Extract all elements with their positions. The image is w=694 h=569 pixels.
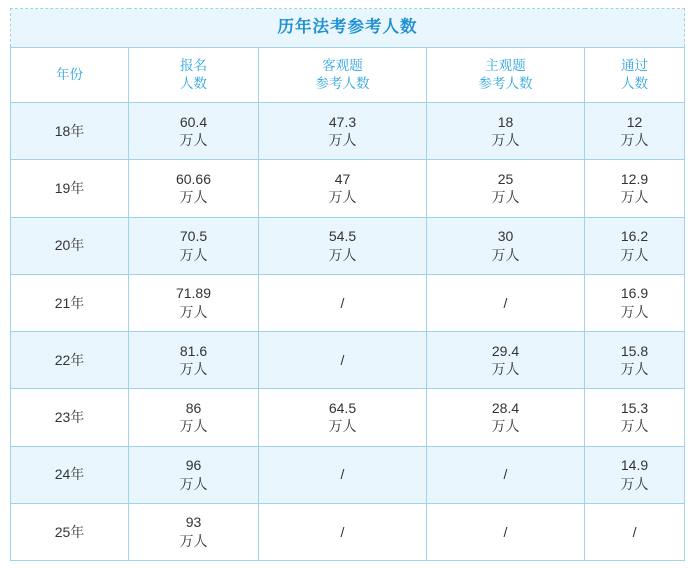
cell-registered: 93 万人	[129, 503, 259, 560]
cell-passed: /	[585, 503, 685, 560]
cell-objective: 47 万人	[259, 160, 427, 217]
column-header-registered: 报名 人数	[129, 48, 259, 103]
cell-subjective: /	[427, 503, 585, 560]
cell-subjective: /	[427, 446, 585, 503]
table-row	[11, 389, 685, 446]
table-row	[11, 446, 685, 503]
cell-objective: 64.5 万人	[259, 389, 427, 446]
cell-registered: 81.6 万人	[129, 332, 259, 389]
column-header-subjective: 主观题 参考人数	[427, 48, 585, 103]
cell-year: 23年	[11, 389, 129, 446]
table-row	[11, 103, 685, 160]
column-header-objective: 客观题 参考人数	[259, 48, 427, 103]
column-header-year: 年份	[11, 48, 129, 103]
cell-year: 21年	[11, 274, 129, 331]
cell-registered: 71.89 万人	[129, 274, 259, 331]
cell-objective: 54.5 万人	[259, 217, 427, 274]
history-pass-rate-table	[10, 8, 685, 561]
cell-objective: /	[259, 332, 427, 389]
cell-year: 18年	[11, 103, 129, 160]
page-title: 历年法考参考人数	[11, 9, 685, 48]
cell-passed: 16.9 万人	[585, 274, 685, 331]
cell-objective: /	[259, 446, 427, 503]
cell-year: 20年	[11, 217, 129, 274]
column-header-passed: 通过 人数	[585, 48, 685, 103]
cell-year: 25年	[11, 503, 129, 560]
table-title-row	[11, 9, 685, 48]
table-row	[11, 274, 685, 331]
table-row	[11, 503, 685, 560]
cell-registered: 96 万人	[129, 446, 259, 503]
cell-year: 24年	[11, 446, 129, 503]
cell-objective: /	[259, 503, 427, 560]
cell-passed: 15.3 万人	[585, 389, 685, 446]
cell-passed: 15.8 万人	[585, 332, 685, 389]
cell-subjective: 30 万人	[427, 217, 585, 274]
cell-registered: 86 万人	[129, 389, 259, 446]
cell-objective: 47.3 万人	[259, 103, 427, 160]
cell-registered: 60.66 万人	[129, 160, 259, 217]
cell-year: 22年	[11, 332, 129, 389]
table-row	[11, 332, 685, 389]
cell-passed: 16.2 万人	[585, 217, 685, 274]
table-header-row	[11, 48, 685, 103]
cell-objective: /	[259, 274, 427, 331]
table-row	[11, 160, 685, 217]
cell-subjective: 18 万人	[427, 103, 585, 160]
cell-subjective: 25 万人	[427, 160, 585, 217]
cell-subjective: /	[427, 274, 585, 331]
cell-passed: 12.9 万人	[585, 160, 685, 217]
cell-registered: 60.4 万人	[129, 103, 259, 160]
cell-registered: 70.5 万人	[129, 217, 259, 274]
table-row	[11, 217, 685, 274]
cell-passed: 14.9 万人	[585, 446, 685, 503]
cell-subjective: 28.4 万人	[427, 389, 585, 446]
cell-subjective: 29.4 万人	[427, 332, 585, 389]
cell-passed: 12 万人	[585, 103, 685, 160]
cell-year: 19年	[11, 160, 129, 217]
